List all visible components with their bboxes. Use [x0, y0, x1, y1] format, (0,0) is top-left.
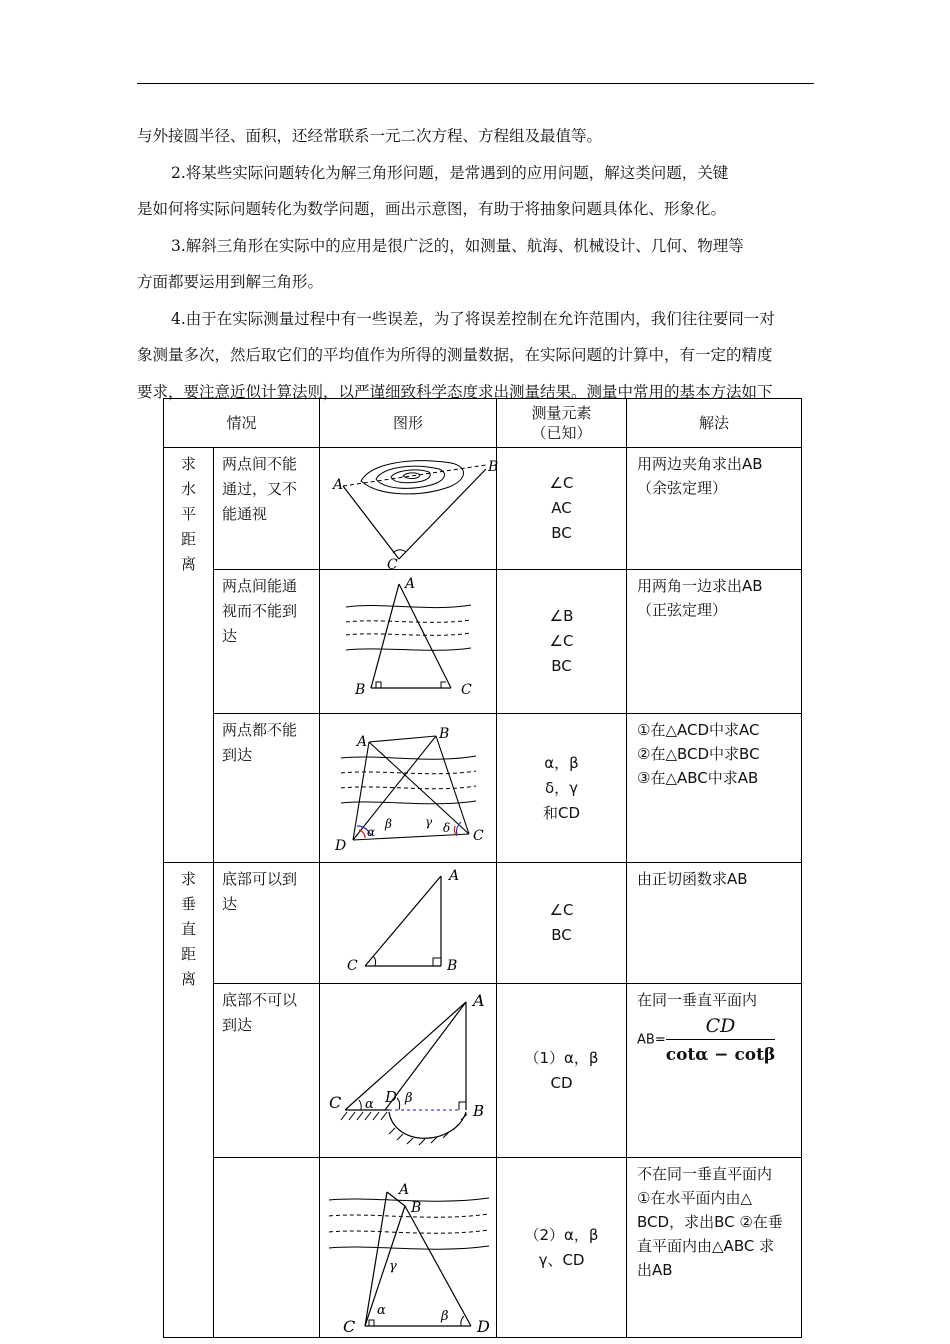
known-line: 和CD — [543, 803, 581, 822]
method-line: 在同一垂直平面内 — [637, 991, 758, 1009]
method-cell — [627, 863, 802, 984]
known-line: （2）α，β — [524, 1225, 599, 1244]
known-line: BC — [551, 926, 572, 944]
label: β — [440, 1309, 449, 1324]
situation-line: 底部不可以 — [222, 991, 298, 1009]
header-situation: 情况 — [164, 399, 320, 448]
method-cell — [627, 1158, 802, 1338]
header-rule — [137, 83, 814, 84]
method-cell — [627, 570, 802, 714]
label: C — [328, 1093, 341, 1112]
method-line: 出AB — [637, 1261, 673, 1279]
category-horizontal-distance — [164, 448, 214, 863]
situation-line: 达 — [222, 895, 238, 913]
category-char: 水 — [180, 480, 196, 498]
method-line: 用两角一边求出AB — [637, 577, 763, 595]
paragraph: 4.由于在实际测量过程中有一些误差，为了将误差控制在允许范围内，我们往往要同一对 — [171, 309, 775, 328]
figure-cell — [320, 448, 498, 573]
paragraph: 象测量多次，然后取它们的平均值作为所得的测量数据，在实际问题的计算中，有一定的精度 — [137, 346, 773, 364]
situation-cell — [214, 1158, 320, 1338]
known-line: ∠B — [549, 607, 574, 625]
label: B — [487, 458, 498, 475]
table-row — [164, 570, 802, 714]
label: β — [384, 816, 392, 831]
category-char: 距 — [180, 530, 196, 548]
known-line: δ，γ — [544, 778, 579, 797]
table-row — [164, 1158, 802, 1338]
category-char: 垂 — [180, 895, 196, 913]
paragraph: 是如何将实际问题转化为数学问题，画出示意图，有助于将抽象问题具体化、形象化。 — [137, 200, 727, 218]
known-line: BC — [551, 524, 572, 542]
situation-line: 两点都不能 — [222, 721, 298, 739]
table-header-row — [164, 399, 802, 448]
label: C — [342, 1317, 355, 1336]
label: A — [398, 1182, 409, 1198]
measurement-methods-table — [163, 398, 802, 1338]
formula — [637, 1014, 797, 1067]
known-line: α，β — [544, 753, 579, 772]
situation-line: 视而不能到 — [222, 602, 298, 620]
situation-cell — [214, 570, 320, 714]
method-line: ①在水平面内由△ — [637, 1189, 752, 1207]
table-row — [164, 984, 802, 1158]
table-row — [164, 863, 802, 984]
category-char: 距 — [180, 945, 196, 963]
figure-cell — [320, 1158, 497, 1338]
known-line: CD — [550, 1073, 573, 1092]
label: δ — [442, 820, 450, 835]
label: γ — [388, 1259, 397, 1274]
situation-line: 通过，又不 — [222, 480, 298, 498]
method-line: 由正切函数求AB — [637, 870, 748, 888]
paragraph: 与外接圆半径、面积，还经常联系一元二次方程、方程组及最值等。 — [137, 127, 603, 145]
label: B — [438, 725, 449, 742]
paragraph: 方面都要运用到解三角形。 — [137, 273, 324, 291]
category-char: 平 — [180, 505, 196, 523]
known-line: ∠C — [549, 901, 574, 919]
known-line: AC — [551, 499, 572, 517]
label: C — [346, 957, 358, 974]
label: D — [384, 1088, 397, 1106]
figure-cell — [320, 714, 497, 863]
situation-line: 两点间不能 — [222, 455, 298, 473]
situation-line: 能通视 — [222, 505, 268, 523]
method-line: 用两边夹角求出AB — [637, 455, 763, 473]
formula-prefix: AB= — [637, 1032, 666, 1048]
known-cell — [497, 570, 627, 714]
figure-cell — [320, 570, 497, 714]
situation-cell — [214, 863, 320, 984]
known-cell — [497, 714, 627, 863]
header-method: 解法 — [627, 399, 802, 448]
label: A — [472, 991, 485, 1010]
label: A — [356, 733, 367, 750]
category-char: 直 — [180, 920, 196, 938]
method-cell — [627, 448, 802, 570]
table-row — [164, 714, 802, 863]
header-known — [497, 399, 627, 448]
category-char: 离 — [180, 555, 196, 573]
formula-denominator: cotα − cotβ — [665, 1045, 776, 1065]
situation-line: 到达 — [222, 1016, 253, 1034]
known-cell — [497, 1158, 627, 1338]
method-cell — [627, 714, 802, 863]
method-line: ②在△BCD中求BC — [637, 745, 760, 763]
method-line: ①在△ACD中求AC — [637, 721, 760, 739]
label: α — [366, 824, 375, 839]
category-char: 离 — [180, 970, 196, 988]
known-line: ∠C — [549, 474, 574, 492]
figure-right-triangle — [321, 866, 496, 981]
label: B — [354, 681, 365, 698]
figure-cell — [320, 863, 497, 984]
label: α — [376, 1303, 386, 1318]
figure-two-inaccessible-points — [321, 716, 496, 861]
known-cell — [497, 448, 627, 570]
situation-line: 达 — [222, 627, 238, 645]
figure-not-same-plane — [321, 1160, 496, 1335]
figure-cell — [320, 984, 497, 1158]
header-known-line: 测量元素 — [531, 404, 592, 422]
situation-cell — [214, 448, 320, 570]
figure-elevation-unreachable — [321, 988, 496, 1153]
label: C — [460, 681, 472, 698]
figure-river-triangle — [321, 572, 496, 712]
label: C — [386, 556, 398, 573]
paragraph: 要求，要注意近似计算法则，以严谨细致科学态度求出测量结果。测量中常用的基本方法如下 — [137, 382, 773, 401]
body-text — [137, 118, 817, 410]
label: A — [448, 867, 459, 884]
label: B — [446, 957, 457, 974]
method-line: 直平面内由△ABC 求 — [637, 1237, 775, 1255]
known-line: （1）α，β — [524, 1048, 599, 1067]
formula-fraction — [666, 1014, 776, 1067]
situation-line: 两点间能通 — [222, 577, 298, 595]
method-line: BCD，求出BC ②在垂 — [637, 1213, 783, 1231]
figure-mountain-triangle — [321, 449, 498, 573]
known-cell — [497, 984, 627, 1158]
situation-line: 到达 — [222, 746, 253, 764]
header-known-line: （已知） — [531, 424, 592, 442]
situation-line: 底部可以到 — [222, 870, 298, 888]
known-line: ∠C — [549, 632, 574, 650]
label: A — [404, 575, 415, 592]
method-line: （正弦定理） — [637, 601, 728, 619]
label: α — [364, 1097, 374, 1112]
situation-cell — [214, 714, 320, 863]
label: A — [332, 476, 343, 493]
category-vertical-distance — [164, 863, 214, 1338]
label: B — [472, 1102, 484, 1120]
category-char: 求 — [180, 455, 196, 473]
method-line: （余弦定理） — [637, 479, 728, 497]
known-line: BC — [551, 657, 572, 675]
situation-cell — [214, 984, 320, 1158]
paragraph: 3.解斜三角形在实际中的应用是很广泛的，如测量、航海、机械设计、几何、物理等 — [171, 236, 744, 255]
formula-numerator: CD — [666, 1014, 776, 1040]
known-line: γ、CD — [538, 1250, 585, 1269]
category-char: 求 — [180, 870, 196, 888]
header-figure: 图形 — [320, 399, 497, 448]
label: B — [410, 1200, 421, 1216]
label: β — [404, 1091, 413, 1106]
method-line: 不在同一垂直平面内 — [637, 1165, 773, 1183]
label: γ — [424, 814, 432, 829]
label: D — [334, 837, 346, 854]
label: D — [476, 1317, 490, 1336]
method-cell — [627, 984, 802, 1158]
label: C — [472, 827, 484, 844]
table-row — [164, 448, 802, 570]
method-line: ③在△ABC中求AB — [637, 769, 759, 787]
known-cell — [497, 863, 627, 984]
paragraph: 2.将某些实际问题转化为解三角形问题，是常遇到的应用问题，解这类问题，关键 — [171, 163, 729, 182]
